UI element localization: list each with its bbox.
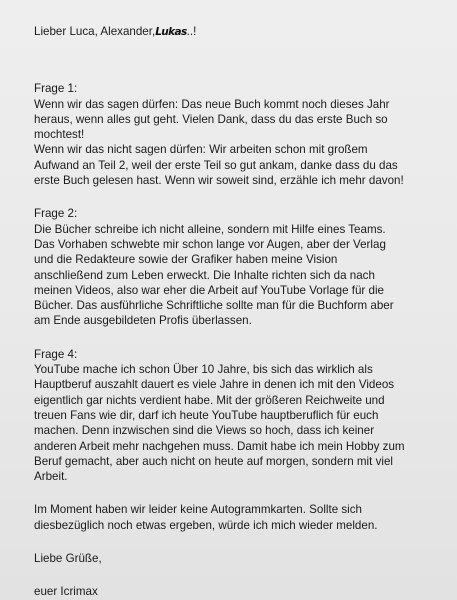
text-line: Arbeit.	[34, 470, 68, 484]
text-line: Aufwand an Teil 2, weil der erste Teil so gut ankam, danke dass du das	[34, 158, 398, 172]
greeting-prefix: Lieber Luca, Alexander,	[34, 25, 156, 38]
text-line: Wenn wir das nicht sagen dürfen: Wir arbeiten schon mit großem	[34, 143, 368, 157]
section-heading: Frage 1:	[34, 82, 78, 96]
text-line: anschließend zum Leben erweckt. Die Inhalte richten sich da nach	[34, 268, 375, 282]
text-line: Das Vorhaben schwebte mir schon lange vor Augen, aber der Verlag	[34, 237, 386, 251]
text-line: YouTube mache ich schon Über 10 Jahre, bis sich das wirklich als	[34, 363, 373, 377]
text-line: eigentlich gar nichts verdient habe. Mit der größeren Reichweite und	[34, 393, 385, 407]
text-line: Die Bücher schreibe ich nicht alleine, sondern mit Hilfe eines Teams.	[34, 222, 386, 236]
section-heading: Frage 4:	[34, 347, 78, 361]
text-line: heraus, wenn alles gut geht. Vielen Dank, dass du das erste Buch so	[34, 112, 388, 126]
text-line: Im Moment haben wir leider keine Autogrammkarten. Sollte sich	[34, 503, 362, 517]
text-line: meinen Videos, also war eher die Arbeit auf YouTube Vorlage für die	[34, 283, 384, 297]
greeting-suffix: ..!	[186, 25, 197, 38]
section-frage-1	[34, 81, 454, 188]
text-line: machen. Denn inzwischen sind die Views so hoch, dass ich keiner	[34, 424, 375, 438]
text-line: anderen Arbeit mehr nachgehen muss. Damit habe ich mein Hobby zum	[34, 439, 405, 453]
text-line: und die Redakteure sowie der Grafiker haben meine Vision	[34, 253, 338, 267]
section-frage-4	[34, 347, 454, 485]
text-line: mochtest!	[34, 128, 85, 142]
signature: euer Icrimax	[34, 585, 98, 599]
greeting	[34, 24, 454, 40]
handwritten-name: Lukas	[155, 26, 187, 38]
text-line: am Ende ausgebildeten Profis überlassen.	[34, 314, 252, 328]
text-line: erste Buch gelesen hast. Wenn wir soweit sind, erzähle ich mehr davon!	[34, 174, 404, 188]
text-line: Wenn wir das sagen dürfen: Das neue Buch kommt noch dieses Jahr	[34, 97, 390, 111]
section-frage-2	[34, 206, 454, 328]
regards-text: Liebe Grüße,	[34, 552, 102, 566]
text-line: Beruf gemacht, aber auch nicht on heute auf morgen, sondern mit viel	[34, 454, 393, 468]
text-line: Hauptberuf auszahlt dauert es viele Jahre in denen ich mit den Videos	[34, 378, 395, 392]
text-line: treuen Fans wie dir, darf ich heute YouTube hauptberuflich für euch	[34, 408, 379, 422]
text-line: diesbezüglich noch etwas ergeben, würde ich mich wieder melden.	[34, 518, 378, 532]
section-heading: Frage 2:	[34, 207, 78, 221]
text-line: Bücher. Das ausführliche Schriftliche sollte man für die Buchform aber	[34, 299, 394, 313]
letter-body	[34, 24, 454, 600]
regards	[34, 551, 454, 566]
closing-paragraph	[34, 502, 454, 533]
